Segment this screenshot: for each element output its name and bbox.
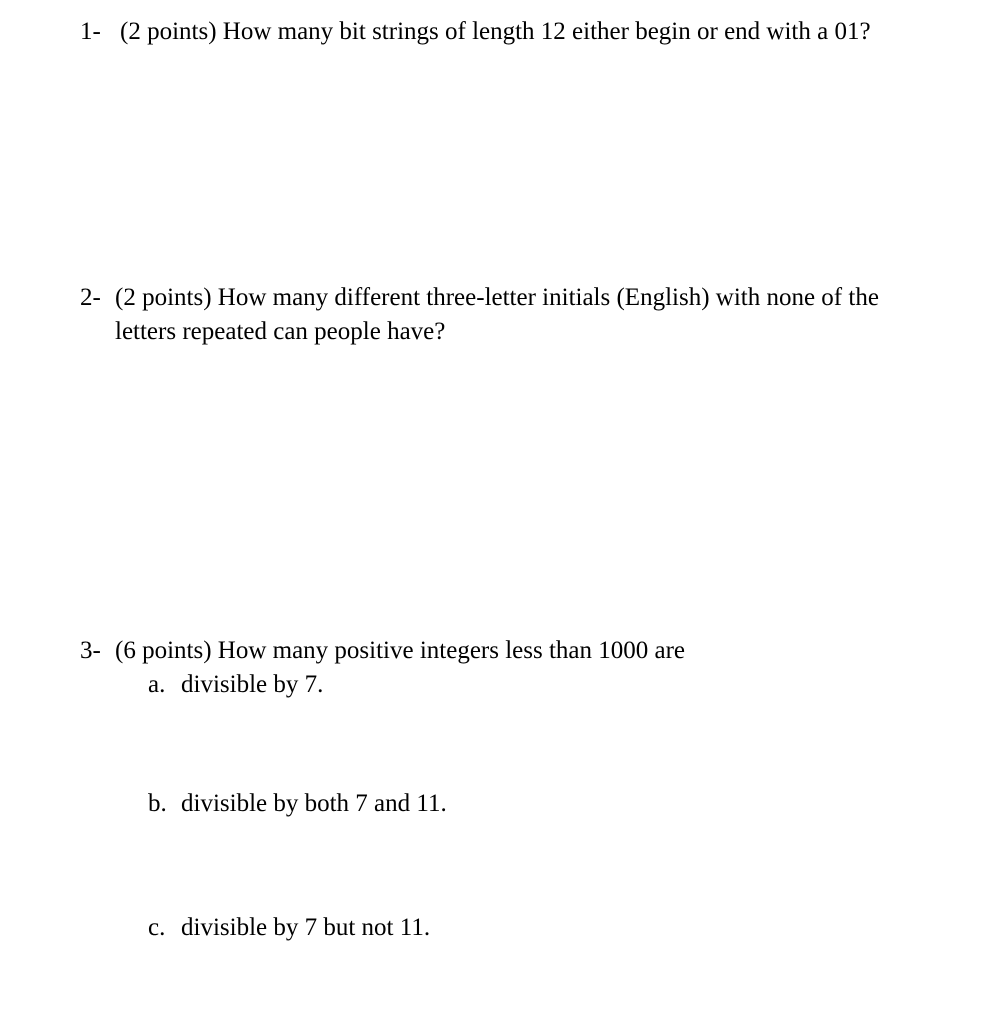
part-b-letter: b. [148,790,167,817]
part-c-letter: c. [148,914,166,941]
part-c-text: divisible by 7 but not 11. [181,914,431,941]
question-1-text: (2 points) How many bit strings of length 12 either begin or end with a 01? [120,18,871,45]
question-1-number: 1- [80,18,101,45]
question-2-text-line-2: letters repeated can people have? [115,318,446,345]
question-2-number: 2- [80,284,101,311]
question-3-text: (6 points) How many positive integers less than 1000 are [115,637,686,664]
part-a-letter: a. [148,671,166,698]
part-a-text: divisible by 7. [181,671,324,698]
part-b-text: divisible by both 7 and 11. [181,790,447,817]
question-3-number: 3- [80,637,101,664]
question-2-text-line-1: (2 points) How many different three-letter initials (English) with none of the [115,284,879,311]
